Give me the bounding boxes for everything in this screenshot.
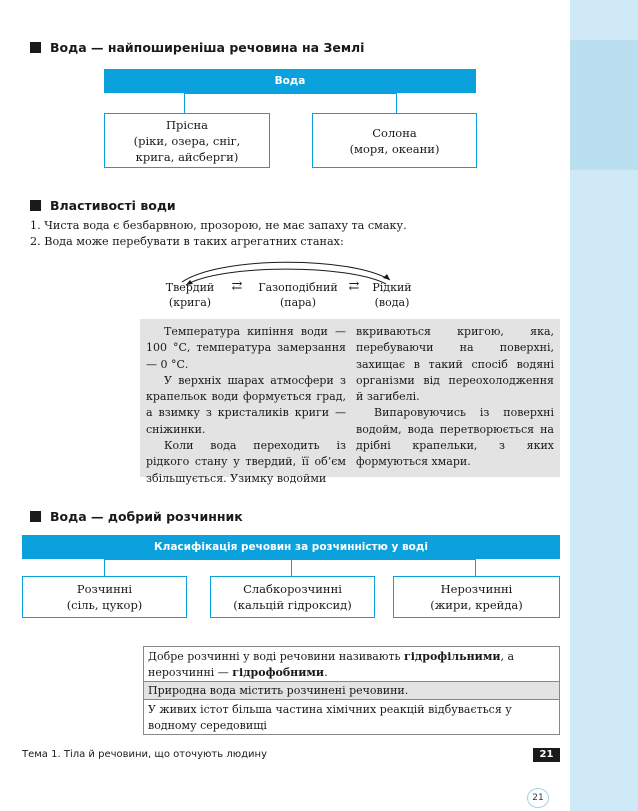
state-solid — [150, 280, 230, 310]
connector — [291, 559, 292, 576]
info-paragraph: Коли вода переходить із рідкого стану у твердий, її об’єм збільшується. Узимку водойми — [146, 439, 346, 485]
box-label: Розчинні — [76, 582, 133, 596]
term-hydrophobic: гідрофобними — [232, 666, 325, 679]
note-text: . — [324, 666, 328, 679]
info-paragraph: вкриваються кригою, яка, перебуваючи на поверхні, захищає в такий спосіб водяні організми від переохолодження й загибелі. — [356, 325, 554, 404]
square-bullet-icon — [30, 42, 41, 53]
salt-water-box — [312, 113, 477, 168]
page-number-circle: 21 — [527, 788, 549, 808]
note-natural-water: Природна вода містить розчинені речовини. — [143, 681, 560, 700]
classification-bar: Класифікація речовин за розчинністю у воді — [22, 535, 560, 559]
water-bar: Вода — [104, 69, 476, 93]
property-item-2: 2. Вода може перебувати в таких агрегатних станах: — [30, 235, 344, 248]
section-title: Вода — найпоширеніша речовина на Землі — [50, 40, 365, 55]
page-number-box: 21 — [533, 748, 560, 762]
property-item-1: 1. Чиста вода є безбарвною, прозорою, не має запаху та смаку. — [30, 219, 407, 232]
state-example: (вода) — [374, 296, 410, 309]
box-detail: (жири, крейда) — [430, 598, 523, 612]
note-hydrophilic — [143, 646, 560, 682]
info-paragraph: Випаровуючись із поверхні водойм, вода перетворюється на дрібні крапельки, з яких формуються хмари. — [356, 406, 554, 469]
box-detail: крига, айсберги) — [135, 149, 239, 164]
state-name: Газоподібний — [258, 281, 338, 294]
connector — [184, 93, 185, 113]
note-living-beings: У живих істот більша частина хімічних реакцій відбувається у водному середовищі — [143, 699, 560, 735]
fresh-water-box — [104, 113, 270, 168]
insoluble-box — [393, 576, 560, 618]
box-label: Прісна — [165, 117, 209, 132]
equilibrium-arrow-icon: ⇄ — [231, 279, 243, 294]
footer-topic: Тема 1. Тіла й речовини, що оточують людину — [22, 749, 268, 760]
state-example: (пара) — [279, 296, 317, 309]
box-label: Солона — [372, 125, 417, 140]
box-detail: (ріки, озера, сніг, — [133, 133, 241, 148]
connector — [184, 93, 397, 94]
state-name: Твердий — [165, 281, 215, 294]
equilibrium-arrow-icon: ⇄ — [348, 279, 360, 294]
info-paragraph: Температура кипіння води — 100 °С, температура замерзання — 0 °С. — [146, 325, 346, 371]
term-hydrophilic: гідрофільними — [404, 650, 501, 663]
section-heading-properties — [30, 198, 176, 213]
connector — [475, 559, 476, 576]
section-heading-water-common — [30, 40, 364, 55]
state-gas — [248, 280, 348, 310]
connector — [104, 559, 476, 560]
info-paragraph: У верхніх шарах атмосфери з крапельок води формується град, а взимку з кристаликів криги — сніжинки. — [146, 373, 346, 436]
box-detail: (кальцій гідроксид) — [233, 598, 352, 612]
state-liquid — [360, 280, 424, 310]
section-title: Властивості води — [50, 198, 176, 213]
square-bullet-icon — [30, 200, 41, 211]
soluble-box — [22, 576, 187, 618]
side-strip-accent — [570, 40, 638, 170]
info-column-right — [356, 324, 554, 471]
connector — [396, 93, 397, 113]
slightly-soluble-box — [210, 576, 375, 618]
state-name: Рідкий — [372, 281, 412, 294]
section-heading-solvent — [30, 509, 243, 524]
info-column-left — [146, 324, 346, 487]
state-example: (крига) — [168, 296, 212, 309]
box-label: Слабкорозчинні — [243, 582, 342, 596]
square-bullet-icon — [30, 511, 41, 522]
box-detail: (моря, океани) — [349, 141, 440, 156]
box-detail: (сіль, цукор) — [66, 598, 143, 612]
note-text: Добре розчинні у воді речовини називають — [148, 650, 405, 663]
box-label: Нерозчинні — [440, 582, 513, 596]
note-text: , а нерозчинні — — [148, 650, 515, 679]
section-title: Вода — добрий розчинник — [50, 509, 243, 524]
connector — [104, 559, 105, 576]
